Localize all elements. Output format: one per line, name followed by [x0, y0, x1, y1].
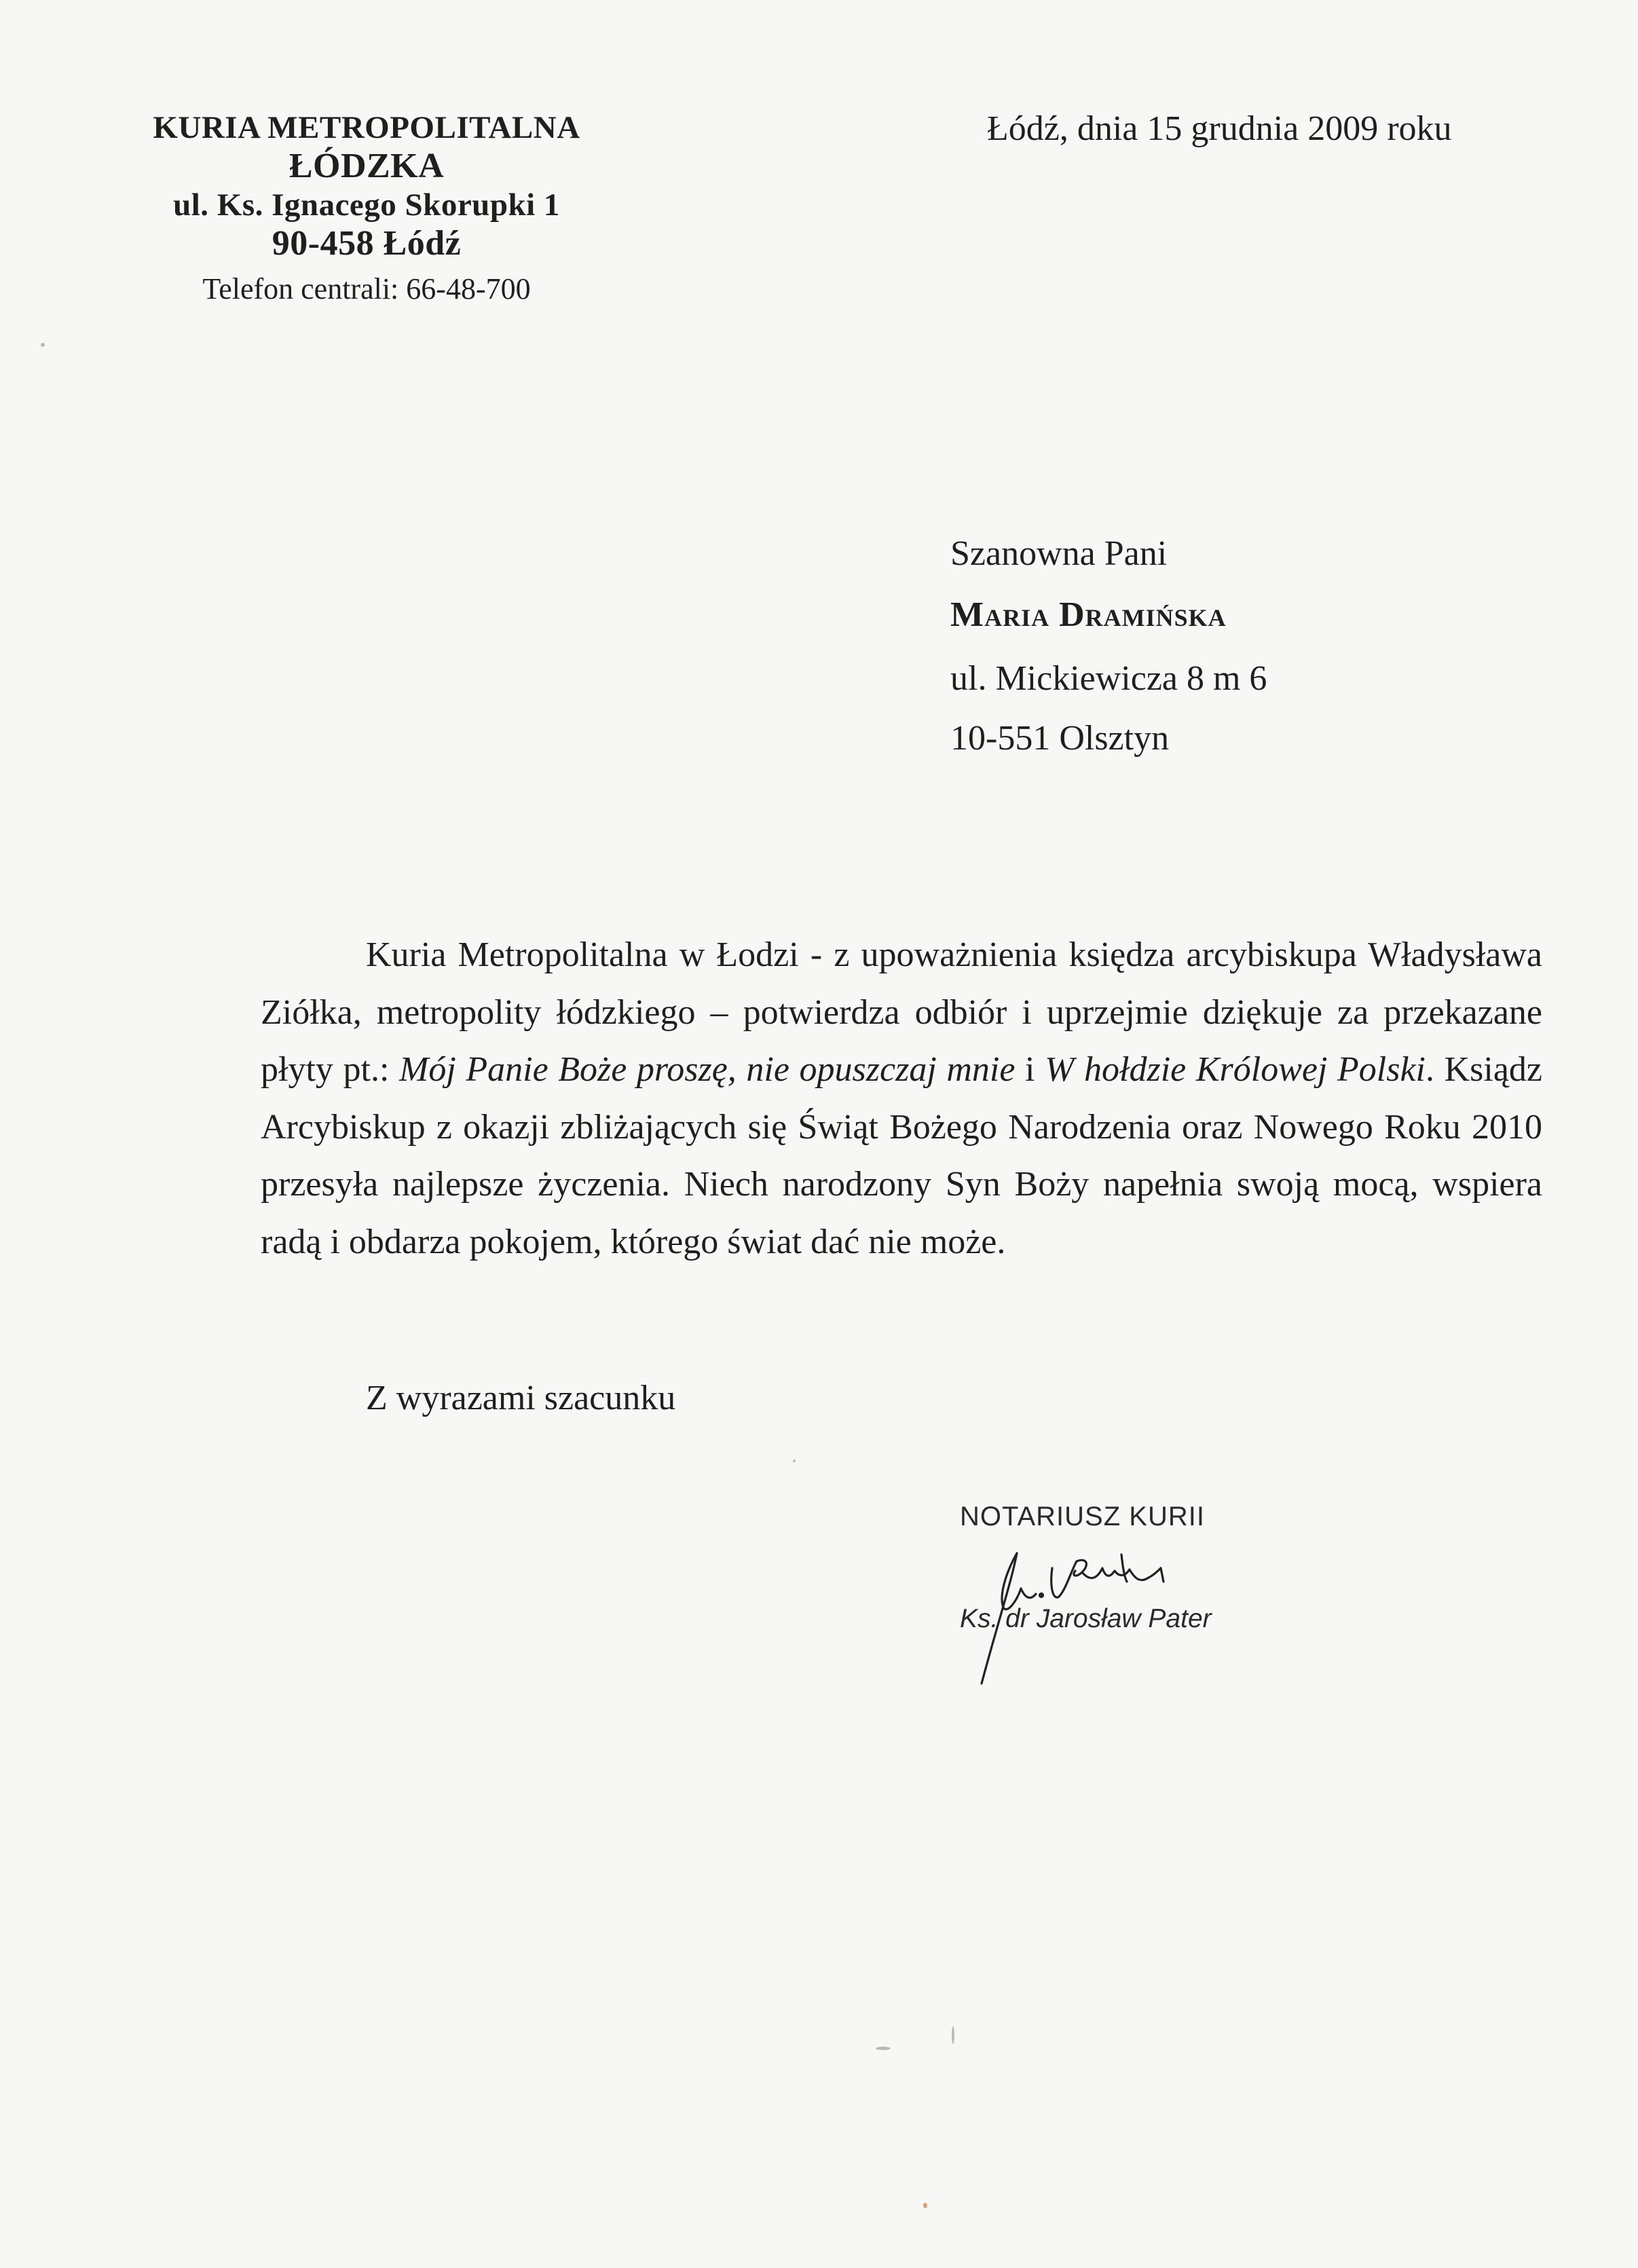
sender-street: ul. Ks. Ignacego Skorupki 1	[173, 187, 560, 223]
recipient-street: ul. Mickiewicza 8 m 6	[950, 659, 1267, 698]
sender-letterhead	[136, 109, 597, 311]
album-title-1: Mój Panie Boże proszę, nie opuszczaj mnie	[399, 1050, 1016, 1089]
recipient-greeting: Szanowna Pani	[950, 534, 1168, 573]
handwritten-signature	[957, 1514, 1202, 1690]
recipient-name: Maria Dramińska	[950, 595, 1227, 634]
paper-speck	[952, 2026, 954, 2044]
letter-date: Łódź, dnia 15 grudnia 2009 roku	[987, 109, 1452, 148]
stamp-name: Ks. dr Jarosław Pater	[960, 1604, 1212, 1633]
sender-name-line2: ŁÓDZKA	[288, 147, 445, 185]
body-text-part1: Kuria Metropolitalna w Łodzi - z upoważnienia księdza arcybiskupa Władysława Ziółka, metropolity łódzkiego – potwierdza odbiór i uprzejmie dziękuje za przekazane płyty pt.:	[261, 935, 1542, 1089]
paper-speck	[923, 2203, 927, 2208]
recipient-city: 10-551 Olsztyn	[950, 719, 1170, 758]
letter-closing: Z wyrazami szacunku	[366, 1379, 676, 1417]
album-title-2: W hołdzie Królowej Polski	[1045, 1050, 1426, 1089]
recipient-address	[950, 534, 1267, 759]
stamp-title: NOTARIUSZ KURII	[960, 1502, 1205, 1531]
sender-name-line1: KURIA METROPOLITALNA	[153, 110, 580, 145]
paper-speck	[793, 1460, 796, 1462]
letter-body	[261, 927, 1542, 1271]
paper-speck	[41, 343, 45, 347]
paper-speck	[876, 2047, 891, 2050]
body-text-part3: . Ksiądz Arcybiskup z okazji zbliżających się Świąt Bożego Narodzenia oraz Nowego Roku 2010 przesyła najlepsze życzenia. Niech narodzony Syn Boży napełnia swoją mocą, wspiera radą i obdarza pokojem, którego świat dać nie może.	[261, 1050, 1542, 1261]
sender-phone: Telefon centrali: 66-48-700	[202, 272, 531, 305]
sender-postcode-city: 90-458 Łódź	[272, 224, 462, 263]
body-text-part2: i	[1015, 1050, 1045, 1089]
